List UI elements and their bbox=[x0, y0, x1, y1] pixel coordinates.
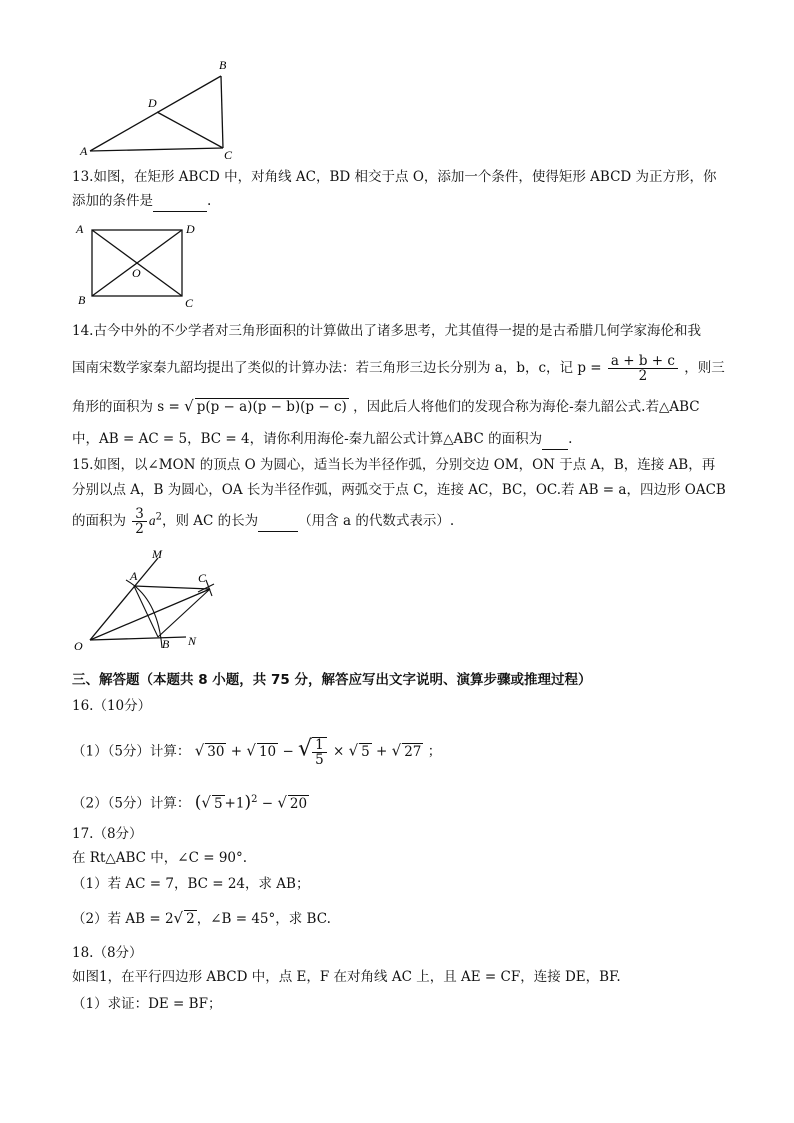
q14-line2: 国南宋数学家秦九韶均提出了类似的计算办法：若三角形三边长分别为 a，b，c，记 p = $\frac{a + b + c}{2}$ ，则三 bbox=[72, 353, 725, 384]
q15-line1: 15.如图，以∠MON 的顶点 O 为圆心，适当长为半径作弧，分别交边 OM，ON 于点 A，B，连接 AB，再 bbox=[72, 457, 716, 473]
label-D: D bbox=[148, 96, 157, 110]
label-D: D bbox=[186, 222, 195, 236]
q16-part1: （1）（5分）计算： √ 30 + √ 10 − √ $\frac{1}{5}$ × √ 5 + √ 27 ； bbox=[72, 736, 442, 768]
radicand: p(p − a)(p − b)(p − c) bbox=[196, 399, 347, 415]
label-C: C bbox=[198, 571, 207, 585]
label-B: B bbox=[78, 293, 86, 307]
angle-construction-figure bbox=[70, 546, 230, 656]
label-M: M bbox=[152, 547, 162, 561]
q17-part2: （2）若 AB = 2√ 2 ，∠B = 45°，求 BC. bbox=[72, 909, 331, 927]
q18-header: 18.（8分） bbox=[72, 945, 143, 961]
label-O: O bbox=[132, 266, 141, 280]
label-B: B bbox=[162, 637, 170, 651]
q17-header: 17.（8分） bbox=[72, 826, 143, 842]
q13-line1: 13.如图，在矩形 ABCD 中，对角线 AC，BD 相交于点 O，添加一个条件，使得矩形 ABCD 为正方形，你 bbox=[72, 169, 717, 185]
label-A: A bbox=[80, 144, 88, 158]
triangle-figure bbox=[76, 56, 246, 164]
radical-sign: √ bbox=[184, 397, 194, 415]
label-C: C bbox=[185, 296, 194, 310]
q15-answer-blank[interactable] bbox=[258, 511, 298, 532]
label-N: N bbox=[188, 634, 197, 648]
q13-line2: 添加的条件是 . bbox=[72, 191, 211, 212]
q13-answer-blank[interactable] bbox=[153, 191, 207, 212]
q15-line2: 分别以点 A，B 为圆心，OA 长为半径作弧，两弧交于点 C，连接 AC，BC，OC.若 AB = a，四边形 OACB bbox=[72, 482, 726, 498]
label-A: A bbox=[76, 222, 84, 236]
section3-heading: 三、解答题（本题共 8 小题，共 75 分，解答应写出文字说明、演算步骤或推理过程） bbox=[72, 672, 592, 688]
q13-prompt: 添加的条件是 bbox=[72, 193, 153, 209]
fraction: $\frac{a + b + c}{2}$ bbox=[608, 354, 678, 383]
q14-line1: 14.古今中外的不少学者对三角形面积的计算做出了诸多思考，尤其值得一提的是古希腊几何学家海伦和我 bbox=[72, 323, 701, 339]
label-B: B bbox=[219, 58, 227, 72]
q16-header: 16.（10分） bbox=[72, 698, 152, 714]
q15-line3: 的面积为 $\frac{3}{2}$ $a^2$，则 AC 的长为 （用含 a 的代数式表示）. bbox=[72, 506, 455, 537]
q14-answer-blank[interactable] bbox=[542, 429, 568, 450]
q17-part1: （1）若 AC = 7，BC = 24，求 AB； bbox=[72, 876, 310, 892]
q14-line4: 中，AB = AC = 5，BC = 4，请你利用海伦-秦九韶公式计算△ABC 的面积为 . bbox=[72, 429, 572, 450]
q17-intro: 在 Rt△ABC 中，∠C = 90°. bbox=[72, 850, 248, 866]
fraction: $\frac{3}{2}$ bbox=[132, 507, 147, 536]
q18-part1: （1）求证：DE = BF； bbox=[72, 996, 222, 1012]
label-O: O bbox=[74, 639, 83, 653]
label-A: A bbox=[130, 569, 138, 583]
q18-intro: 如图1，在平行四边形 ABCD 中，点 E，F 在对角线 AC 上，且 AE = CF，连接 DE，BF. bbox=[72, 969, 621, 985]
q16-part2: （2）（5分）计算： (√ 5 +1)$^2$ − √ 20 bbox=[72, 792, 308, 813]
label-C: C bbox=[224, 148, 233, 162]
q14-line3: 角形的面积为 s = √ p(p − a)(p − b)(p − c) ，因此后人将他们的发现合称为海伦-秦九韶公式.若△ABC bbox=[72, 397, 700, 415]
rectangle-figure bbox=[72, 218, 202, 310]
